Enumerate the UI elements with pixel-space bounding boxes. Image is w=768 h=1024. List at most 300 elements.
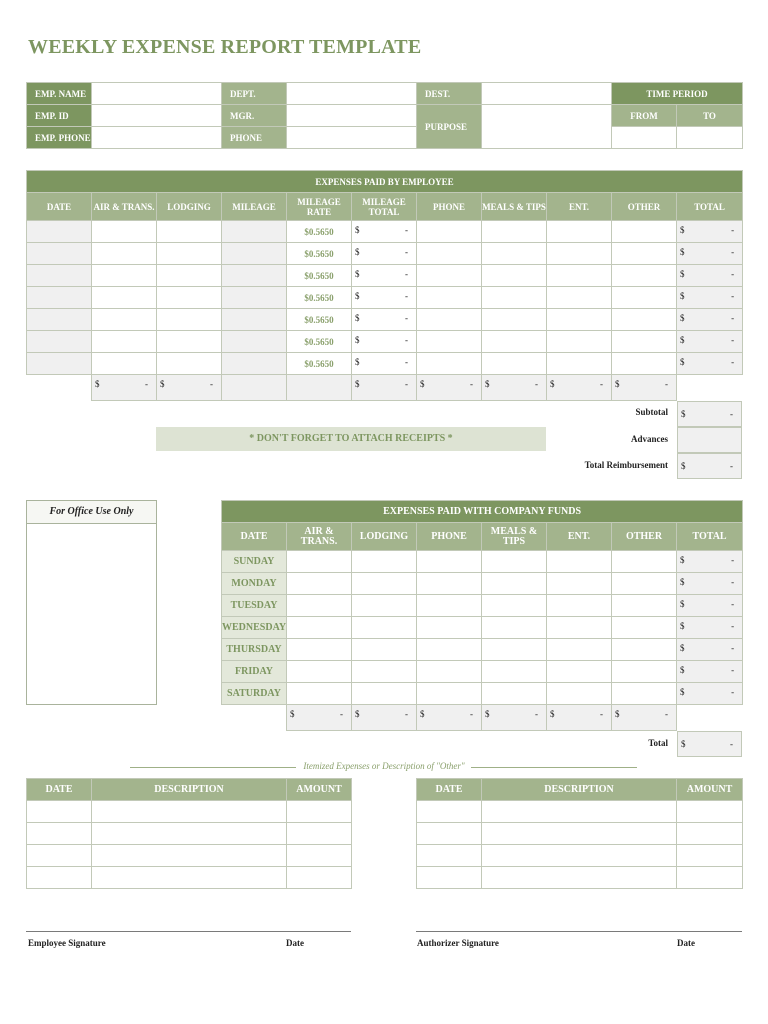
employee-date-label: Date	[286, 938, 304, 948]
meals-tips-cell[interactable]	[482, 595, 547, 617]
air-trans-cell[interactable]	[92, 243, 157, 265]
ent-cell[interactable]	[547, 309, 612, 331]
currency-symbol: $	[680, 357, 685, 367]
mileage-total-sum	[352, 375, 417, 401]
table-row	[222, 661, 743, 683]
currency-symbol: $	[615, 709, 620, 719]
column-totals-row	[27, 375, 743, 401]
employee-expenses-table	[26, 170, 743, 401]
phone-cell[interactable]	[417, 639, 482, 661]
empty-value: -	[145, 379, 148, 389]
meals-tips-cell[interactable]	[482, 353, 547, 375]
column-header: MILEAGE TOTAL	[352, 193, 417, 221]
ent-total	[547, 375, 612, 401]
lodging-cell[interactable]	[352, 683, 417, 705]
meals-tips-total	[482, 375, 547, 401]
date-cell[interactable]	[27, 243, 92, 265]
lodging-total	[352, 705, 417, 731]
empty-value: -	[731, 313, 735, 323]
table-row	[27, 331, 743, 353]
column-totals-row	[222, 705, 743, 731]
dept-label: DEPT.	[222, 83, 287, 105]
empty-value: -	[470, 379, 473, 389]
employee-signature-line[interactable]	[26, 931, 351, 932]
column-header: MILEAGE RATE	[287, 193, 352, 221]
ent-total	[547, 705, 612, 731]
authorizer-signature-line[interactable]	[416, 931, 742, 932]
day-label: WEDNESDAY	[222, 617, 287, 639]
meals-tips-cell[interactable]	[482, 617, 547, 639]
other-cell[interactable]	[612, 573, 677, 595]
empty-value: -	[600, 379, 603, 389]
emp-phone-label: EMP. PHONE	[27, 127, 92, 149]
meals-tips-cell[interactable]	[482, 265, 547, 287]
day-label: SATURDAY	[222, 683, 287, 705]
phone-cell[interactable]	[417, 309, 482, 331]
column-header: DESCRIPTION	[482, 779, 677, 801]
ent-cell[interactable]	[547, 287, 612, 309]
mileage-cell[interactable]	[222, 309, 287, 331]
other-cell[interactable]	[612, 331, 677, 353]
receipts-reminder: * DON'T FORGET TO ATTACH RECEIPTS *	[156, 427, 546, 451]
table-row	[27, 309, 743, 331]
ent-cell[interactable]	[547, 617, 612, 639]
column-header: OTHER	[612, 523, 677, 551]
column-header: LODGING	[352, 523, 417, 551]
mileage-total-cell	[352, 243, 417, 265]
empty-value: -	[665, 379, 668, 389]
ent-cell[interactable]	[547, 265, 612, 287]
currency-symbol: $	[680, 665, 685, 675]
currency-symbol: $	[681, 409, 686, 419]
dest-label: DEST.	[417, 83, 482, 105]
phone-cell[interactable]	[417, 331, 482, 353]
advances-field[interactable]	[677, 427, 742, 453]
column-header: AMOUNT	[287, 779, 352, 801]
column-header: TOTAL	[677, 193, 743, 221]
time-period-label: TIME PERIOD	[612, 83, 743, 105]
currency-symbol: $	[355, 379, 360, 389]
lodging-cell[interactable]	[352, 639, 417, 661]
row-total-cell	[677, 287, 743, 309]
column-header: ENT.	[547, 193, 612, 221]
other-cell[interactable]	[612, 661, 677, 683]
itemized-table-left	[26, 778, 352, 889]
ent-cell[interactable]	[547, 243, 612, 265]
day-label: MONDAY	[222, 573, 287, 595]
air-trans-total	[92, 375, 157, 401]
ent-cell[interactable]	[547, 221, 612, 243]
mileage-total-cell	[352, 221, 417, 243]
amount-cell[interactable]	[287, 823, 352, 845]
air-trans-cell[interactable]	[92, 309, 157, 331]
ent-cell[interactable]	[547, 661, 612, 683]
currency-symbol: $	[290, 709, 295, 719]
mileage-cell[interactable]	[222, 353, 287, 375]
lodging-cell[interactable]	[157, 221, 222, 243]
empty-value: -	[731, 291, 735, 301]
currency-symbol: $	[160, 379, 165, 389]
date-cell[interactable]	[27, 353, 92, 375]
currency-symbol: $	[680, 643, 685, 653]
air-trans-cell[interactable]	[287, 683, 352, 705]
column-header: MEALS & TIPS	[482, 523, 547, 551]
to-field[interactable]	[677, 127, 743, 149]
empty-value: -	[210, 379, 213, 389]
ent-cell[interactable]	[547, 573, 612, 595]
meals-tips-cell[interactable]	[482, 243, 547, 265]
from-field[interactable]	[612, 127, 677, 149]
lodging-cell[interactable]	[157, 353, 222, 375]
currency-symbol: $	[355, 225, 360, 235]
currency-symbol: $	[355, 709, 360, 719]
column-header: OTHER	[612, 193, 677, 221]
table-row	[27, 265, 743, 287]
phone-cell[interactable]	[417, 353, 482, 375]
empty-value: -	[405, 313, 408, 323]
authorizer-signature-label: Authorizer Signature	[417, 938, 499, 948]
phone-cell[interactable]	[417, 551, 482, 573]
lodging-cell[interactable]	[157, 287, 222, 309]
lodging-cell[interactable]	[352, 551, 417, 573]
currency-symbol: $	[355, 269, 360, 279]
empty-value: -	[405, 247, 408, 257]
date-cell[interactable]	[27, 265, 92, 287]
meals-tips-cell[interactable]	[482, 639, 547, 661]
dept-field[interactable]	[287, 83, 417, 105]
emp-phone-field[interactable]	[92, 127, 222, 149]
description-cell[interactable]	[92, 845, 287, 867]
column-header: DATE	[27, 779, 92, 801]
date-cell[interactable]	[27, 867, 92, 889]
currency-symbol: $	[680, 269, 685, 279]
other-total	[612, 375, 677, 401]
meals-tips-cell[interactable]	[482, 661, 547, 683]
lodging-cell[interactable]	[352, 661, 417, 683]
company-total-value	[677, 731, 742, 757]
air-trans-cell[interactable]	[287, 639, 352, 661]
meals-tips-total	[482, 705, 547, 731]
ent-cell[interactable]	[547, 331, 612, 353]
lodging-cell[interactable]	[352, 573, 417, 595]
currency-symbol: $	[680, 247, 685, 257]
date-cell[interactable]	[27, 309, 92, 331]
table-row	[417, 823, 743, 845]
phone-cell[interactable]	[417, 617, 482, 639]
empty-value: -	[405, 335, 408, 345]
lodging-cell[interactable]	[157, 309, 222, 331]
empty-value: -	[731, 225, 735, 235]
other-cell[interactable]	[612, 639, 677, 661]
mileage-rate-total-blank	[287, 375, 352, 401]
air-trans-cell[interactable]	[287, 595, 352, 617]
mgr-field[interactable]	[287, 105, 417, 127]
day-label: FRIDAY	[222, 661, 287, 683]
description-cell[interactable]	[92, 801, 287, 823]
row-total-cell	[677, 551, 743, 573]
other-cell[interactable]	[612, 221, 677, 243]
ent-cell[interactable]	[547, 639, 612, 661]
table-row	[27, 823, 352, 845]
company-expenses-title: EXPENSES PAID WITH COMPANY FUNDS	[222, 501, 743, 523]
air-trans-cell[interactable]	[287, 551, 352, 573]
meals-tips-cell[interactable]	[482, 221, 547, 243]
subtotal-value	[677, 401, 742, 427]
description-cell[interactable]	[482, 801, 677, 823]
mileage-total-blank	[222, 375, 287, 401]
column-header: PHONE	[417, 193, 482, 221]
emp-id-field[interactable]	[92, 105, 222, 127]
row-total-cell	[677, 309, 743, 331]
other-cell[interactable]	[612, 595, 677, 617]
table-row	[27, 287, 743, 309]
mileage-total-cell	[352, 331, 417, 353]
lodging-cell[interactable]	[157, 331, 222, 353]
emp-name-label: EMP. NAME	[27, 83, 92, 105]
empty-value: -	[731, 643, 735, 653]
mileage-cell[interactable]	[222, 265, 287, 287]
column-header: DATE	[222, 523, 287, 551]
currency-symbol: $	[550, 709, 555, 719]
description-cell[interactable]	[482, 845, 677, 867]
date-cell[interactable]	[27, 331, 92, 353]
phone-cell[interactable]	[417, 573, 482, 595]
air-trans-cell[interactable]	[287, 573, 352, 595]
empty-value: -	[600, 709, 603, 719]
amount-cell[interactable]	[677, 867, 743, 889]
currency-symbol: $	[355, 357, 360, 367]
table-row	[222, 617, 743, 639]
table-row	[417, 801, 743, 823]
empty-value: -	[731, 555, 735, 565]
air-trans-cell[interactable]	[92, 287, 157, 309]
lodging-total	[157, 375, 222, 401]
phone-cell[interactable]	[417, 243, 482, 265]
employee-expenses-title: EXPENSES PAID BY EMPLOYEE	[27, 171, 743, 193]
page-title: WEEKLY EXPENSE REPORT TEMPLATE	[28, 36, 422, 58]
mileage-cell[interactable]	[222, 221, 287, 243]
air-trans-cell[interactable]	[92, 353, 157, 375]
amount-cell[interactable]	[287, 801, 352, 823]
air-trans-cell[interactable]	[92, 331, 157, 353]
empty-value: -	[730, 461, 733, 471]
date-cell[interactable]	[27, 287, 92, 309]
meals-tips-cell[interactable]	[482, 287, 547, 309]
total-reimbursement-label: Total Reimbursement	[584, 460, 668, 470]
air-trans-cell[interactable]	[287, 617, 352, 639]
currency-symbol: $	[355, 335, 360, 345]
amount-cell[interactable]	[677, 845, 743, 867]
date-cell[interactable]	[27, 823, 92, 845]
lodging-cell[interactable]	[157, 265, 222, 287]
amount-cell[interactable]	[677, 801, 743, 823]
blank-cell	[222, 705, 287, 731]
currency-symbol: $	[355, 313, 360, 323]
description-cell[interactable]	[482, 867, 677, 889]
description-cell[interactable]	[92, 823, 287, 845]
phone-cell[interactable]	[417, 683, 482, 705]
mileage-rate-cell: $0.5650	[287, 221, 352, 243]
phone-cell[interactable]	[417, 661, 482, 683]
mileage-rate-cell: $0.5650	[287, 331, 352, 353]
dest-field[interactable]	[482, 83, 612, 105]
date-cell[interactable]	[417, 823, 482, 845]
emp-name-field[interactable]	[92, 83, 222, 105]
currency-symbol: $	[680, 555, 685, 565]
other-cell[interactable]	[612, 617, 677, 639]
meals-tips-cell[interactable]	[482, 309, 547, 331]
table-row	[27, 845, 352, 867]
date-cell[interactable]	[27, 221, 92, 243]
column-header: AIR & TRANS.	[92, 193, 157, 221]
company-total-label: Total	[648, 738, 668, 748]
table-row	[27, 221, 743, 243]
description-cell[interactable]	[482, 823, 677, 845]
itemized-caption: Itemized Expenses or Description of "Other"	[303, 761, 465, 771]
amount-cell[interactable]	[287, 845, 352, 867]
day-label: SUNDAY	[222, 551, 287, 573]
row-total-cell	[677, 617, 743, 639]
mileage-cell[interactable]	[222, 287, 287, 309]
lodging-cell[interactable]	[157, 243, 222, 265]
row-total-cell	[677, 353, 743, 375]
row-total-cell	[677, 243, 743, 265]
meals-tips-cell[interactable]	[482, 683, 547, 705]
mileage-rate-cell: $0.5650	[287, 265, 352, 287]
blank-cell	[27, 375, 92, 401]
table-row	[222, 639, 743, 661]
table-row	[222, 595, 743, 617]
table-row	[27, 867, 352, 889]
date-cell[interactable]	[417, 867, 482, 889]
description-cell[interactable]	[92, 867, 287, 889]
ent-cell[interactable]	[547, 353, 612, 375]
currency-symbol: $	[615, 379, 620, 389]
currency-symbol: $	[681, 739, 686, 749]
purpose-label: PURPOSE	[417, 105, 482, 149]
employee-info-table	[26, 82, 743, 149]
air-trans-cell[interactable]	[92, 265, 157, 287]
other-cell[interactable]	[612, 243, 677, 265]
other-cell[interactable]	[612, 683, 677, 705]
row-total-cell	[677, 661, 743, 683]
advances-label: Advances	[630, 434, 668, 444]
currency-symbol: $	[420, 709, 425, 719]
emp-id-label: EMP. ID	[27, 105, 92, 127]
date-cell[interactable]	[417, 845, 482, 867]
mileage-cell[interactable]	[222, 331, 287, 353]
table-row	[222, 573, 743, 595]
empty-value: -	[405, 225, 408, 235]
amount-cell[interactable]	[677, 823, 743, 845]
row-total-cell	[677, 265, 743, 287]
day-label: TUESDAY	[222, 595, 287, 617]
table-row	[27, 353, 743, 375]
phone-cell[interactable]	[417, 265, 482, 287]
currency-symbol: $	[355, 291, 360, 301]
meals-tips-cell[interactable]	[482, 331, 547, 353]
column-header: DESCRIPTION	[92, 779, 287, 801]
total-reimbursement-value	[677, 453, 742, 479]
other-cell[interactable]	[612, 287, 677, 309]
mileage-total-cell	[352, 353, 417, 375]
to-label: TO	[677, 105, 743, 127]
currency-symbol: $	[680, 577, 685, 587]
meals-tips-cell[interactable]	[482, 573, 547, 595]
ent-cell[interactable]	[547, 551, 612, 573]
office-use-label: For Office Use Only	[27, 501, 156, 524]
empty-value: -	[731, 687, 735, 697]
currency-symbol: $	[681, 461, 686, 471]
phone-cell[interactable]	[417, 287, 482, 309]
currency-symbol: $	[485, 709, 490, 719]
empty-value: -	[730, 409, 733, 419]
other-total	[612, 705, 677, 731]
column-header: MEALS & TIPS	[482, 193, 547, 221]
employee-signature-label: Employee Signature	[28, 938, 106, 948]
empty-value: -	[731, 247, 735, 257]
date-cell[interactable]	[27, 845, 92, 867]
other-cell[interactable]	[612, 309, 677, 331]
phone-field[interactable]	[287, 127, 417, 149]
mileage-total-cell	[352, 265, 417, 287]
empty-value: -	[731, 665, 735, 675]
phone-cell[interactable]	[417, 221, 482, 243]
air-trans-cell[interactable]	[92, 221, 157, 243]
amount-cell[interactable]	[287, 867, 352, 889]
date-cell[interactable]	[417, 801, 482, 823]
column-header: AIR & TRANS.	[287, 523, 352, 551]
column-header: MILEAGE	[222, 193, 287, 221]
empty-value: -	[405, 709, 408, 719]
currency-symbol: $	[680, 335, 685, 345]
date-cell[interactable]	[27, 801, 92, 823]
mileage-rate-cell: $0.5650	[287, 309, 352, 331]
column-header: DATE	[417, 779, 482, 801]
mileage-rate-cell: $0.5650	[287, 243, 352, 265]
meals-tips-cell[interactable]	[482, 551, 547, 573]
empty-value: -	[405, 379, 408, 389]
row-total-cell	[677, 331, 743, 353]
ent-cell[interactable]	[547, 683, 612, 705]
ent-cell[interactable]	[547, 595, 612, 617]
row-total-cell	[677, 683, 743, 705]
empty-value: -	[535, 379, 538, 389]
currency-symbol: $	[355, 247, 360, 257]
row-total-cell	[677, 595, 743, 617]
other-cell[interactable]	[612, 265, 677, 287]
mileage-cell[interactable]	[222, 243, 287, 265]
column-header: LODGING	[157, 193, 222, 221]
other-cell[interactable]	[612, 551, 677, 573]
purpose-field[interactable]	[482, 105, 612, 149]
empty-value: -	[405, 291, 408, 301]
phone-total	[417, 375, 482, 401]
mgr-label: MGR.	[222, 105, 287, 127]
lodging-cell[interactable]	[352, 595, 417, 617]
column-header: PHONE	[417, 523, 482, 551]
air-trans-cell[interactable]	[287, 661, 352, 683]
empty-value: -	[731, 577, 735, 587]
column-header: DATE	[27, 193, 92, 221]
other-cell[interactable]	[612, 353, 677, 375]
table-row	[27, 243, 743, 265]
lodging-cell[interactable]	[352, 617, 417, 639]
phone-cell[interactable]	[417, 595, 482, 617]
empty-value: -	[730, 739, 733, 749]
column-header: TOTAL	[677, 523, 743, 551]
table-row	[222, 551, 743, 573]
